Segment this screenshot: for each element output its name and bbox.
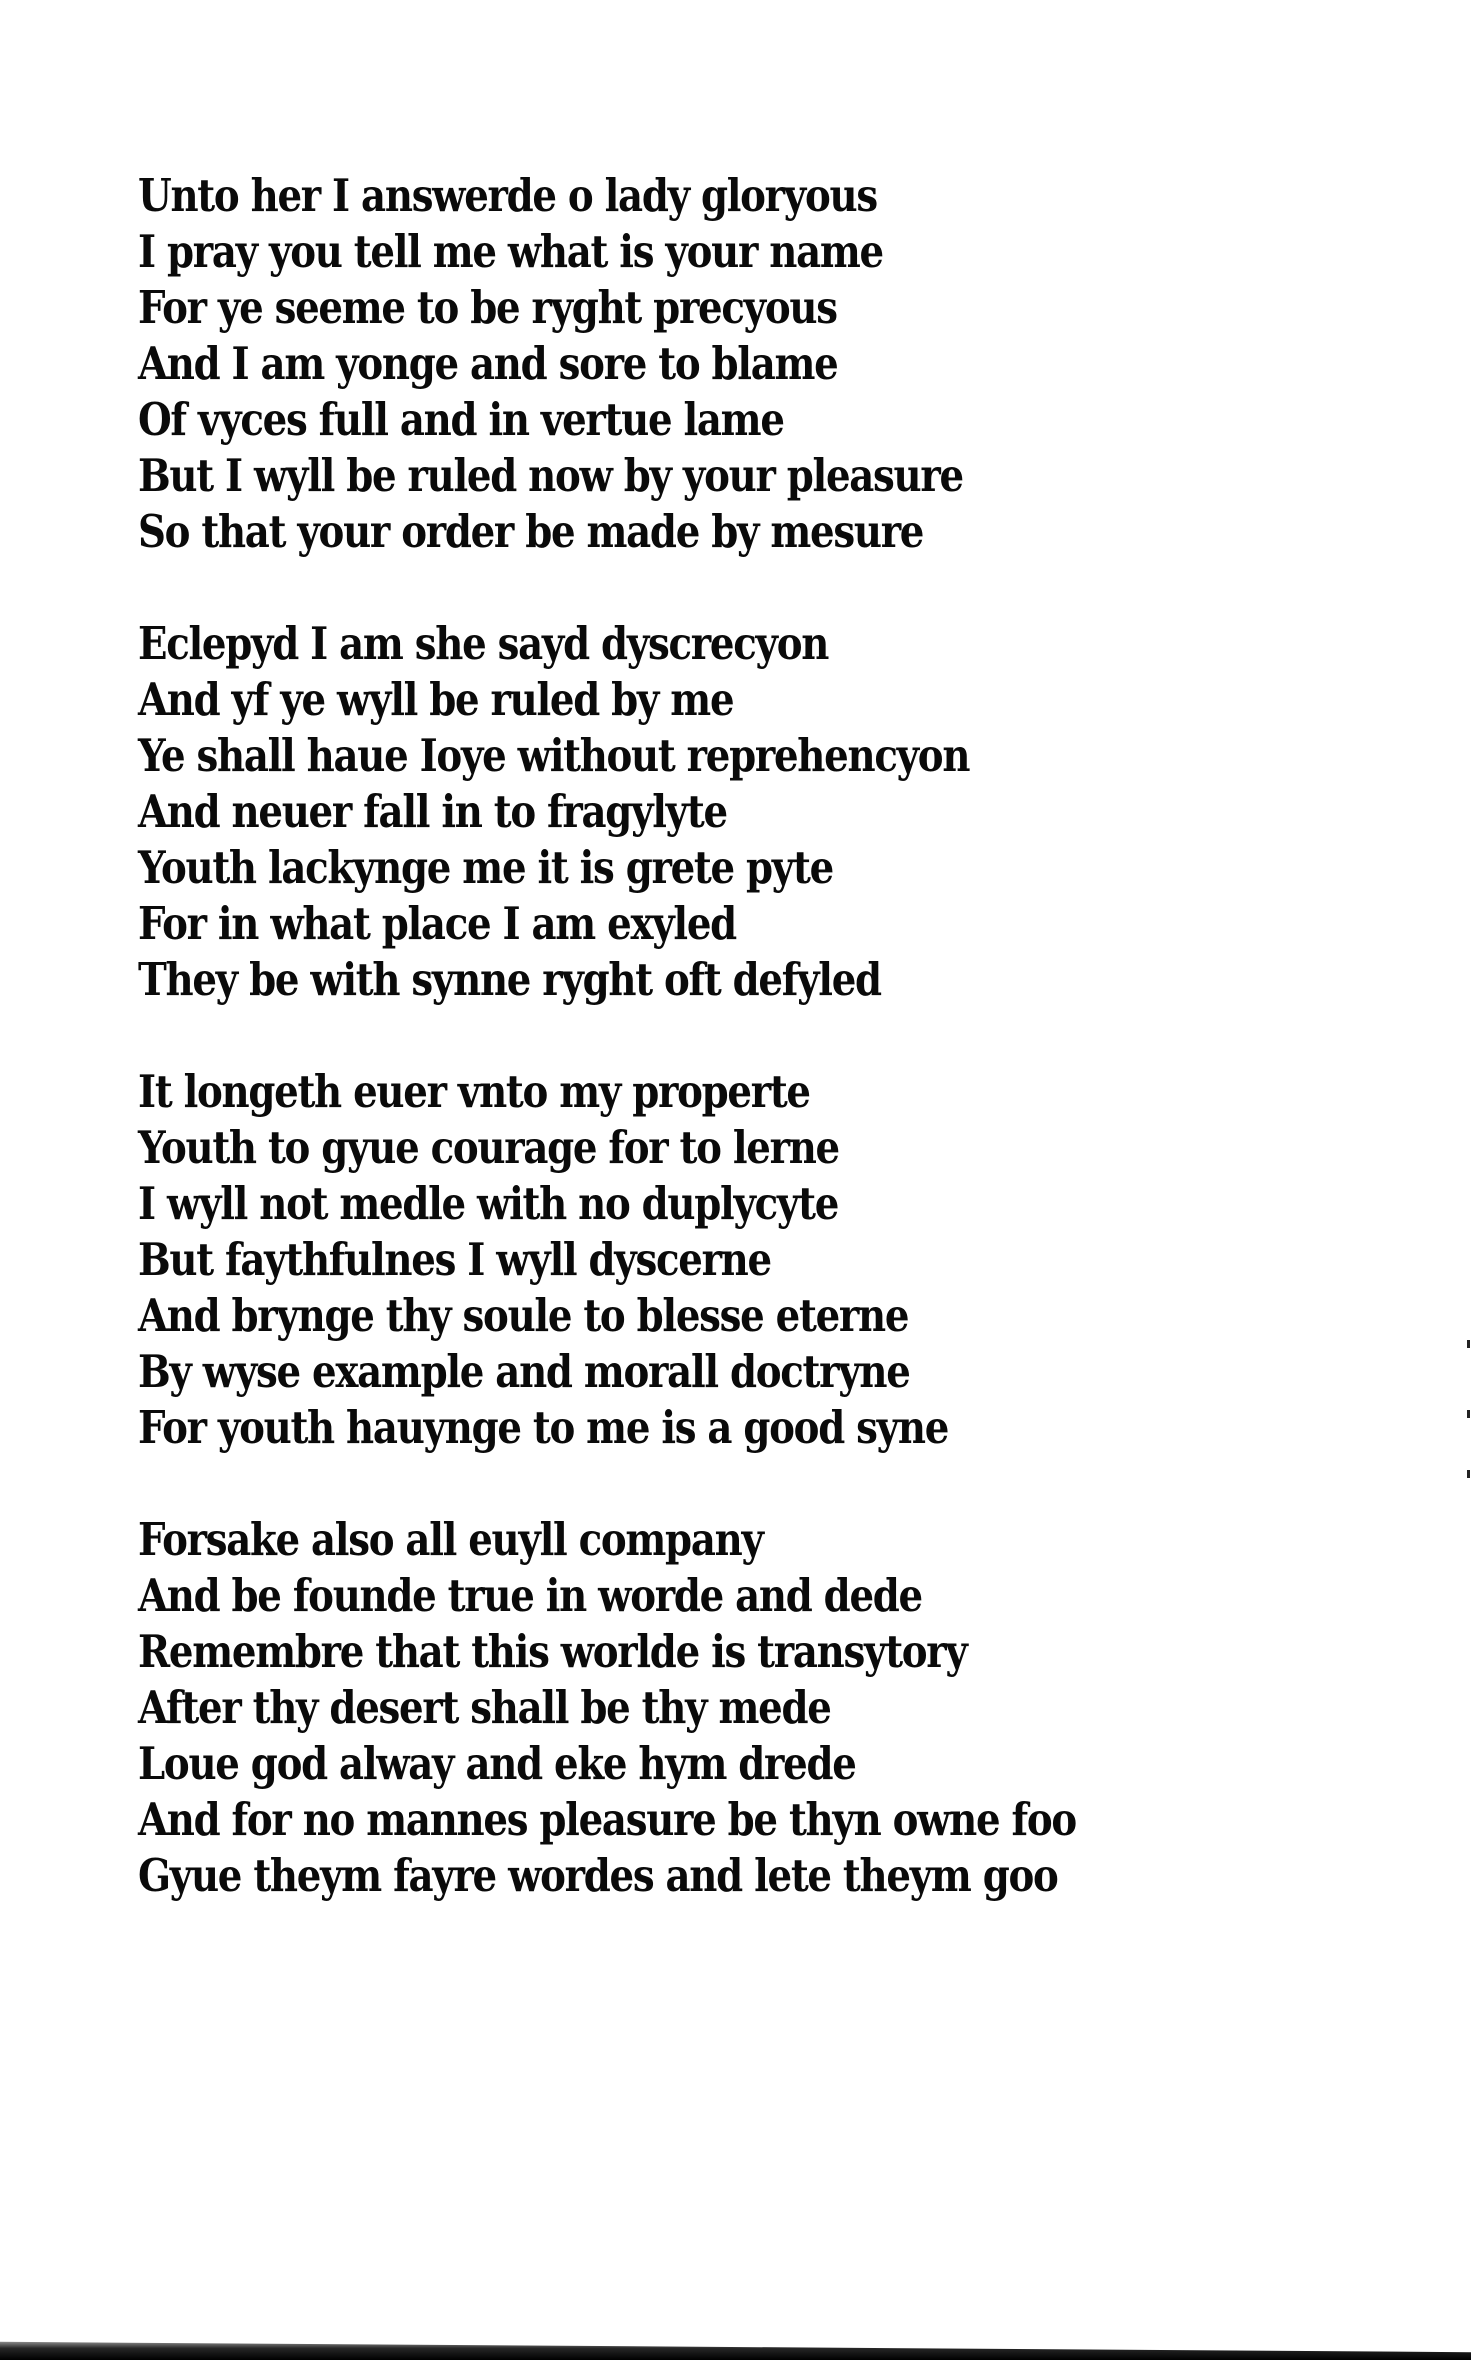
verse-line: But faythfulnes I wyll dyscerne (138, 1233, 771, 1286)
scan-speck (1467, 1470, 1470, 1478)
verse-line: I wyll not medle with no duplycyte (138, 1177, 839, 1230)
verse-line: They be with synne ryght oft defyled (138, 953, 881, 1006)
scan-edge-marks (1465, 1320, 1471, 1500)
verse-line: And brynge thy soule to blesse eterne (138, 1289, 909, 1342)
verse-line: And be founde true in worde and dede (138, 1569, 922, 1622)
stanza-4 (138, 1512, 1178, 1904)
verse-line: Of vyces full and in vertue lame (138, 393, 784, 446)
verse-line: And for no mannes pleasure be thyn owne foo (138, 1793, 1076, 1846)
verse-line: I pray you tell me what is your name (138, 225, 883, 278)
scan-speck (1467, 1410, 1470, 1418)
verse-line: Ye shall haue Ioye without reprehencyon (138, 729, 970, 782)
verse-line: It longeth euer vnto my properte (138, 1065, 810, 1118)
stanza-3 (138, 1064, 1178, 1456)
verse-line: Remembre that this worlde is transytory (138, 1625, 967, 1678)
scan-bottom-shadow (0, 2334, 1471, 2360)
verse-line: And yf ye wyll be ruled by me (138, 673, 734, 726)
verse-line: Unto her I answerde o lady gloryous (138, 169, 877, 222)
verse-line: For ye seeme to be ryght precyous (138, 281, 837, 334)
verse-line: But I wyll be ruled now by your pleasure (138, 449, 963, 502)
verse-line: After thy desert shall be thy mede (138, 1681, 831, 1734)
verse-line: Youth lackynge me it is grete pyte (138, 841, 833, 894)
verse-line: By wyse example and morall doctryne (138, 1345, 910, 1398)
verse-line: Loue god alway and eke hym drede (138, 1737, 856, 1790)
verse-line: And neuer fall in to fragylyte (138, 785, 727, 838)
verse-line: Youth to gyue courage for to lerne (138, 1121, 839, 1174)
verse-line: For youth hauynge to me is a good syne (138, 1401, 949, 1454)
verse-line: For in what place I am exyled (138, 897, 736, 950)
verse-line: And I am yonge and sore to blame (138, 337, 838, 390)
poem-text (138, 168, 1178, 1960)
verse-line: Forsake also all euyll company (138, 1513, 763, 1566)
verse-line: Gyue theym fayre wordes and lete theym goo (138, 1849, 1058, 1902)
stanza-1 (138, 168, 1178, 560)
stanza-2 (138, 616, 1178, 1008)
verse-line: So that your order be made by mesure (138, 505, 924, 558)
scan-speck (1467, 1340, 1470, 1348)
verse-line: Eclepyd I am she sayd dyscrecyon (138, 617, 829, 670)
